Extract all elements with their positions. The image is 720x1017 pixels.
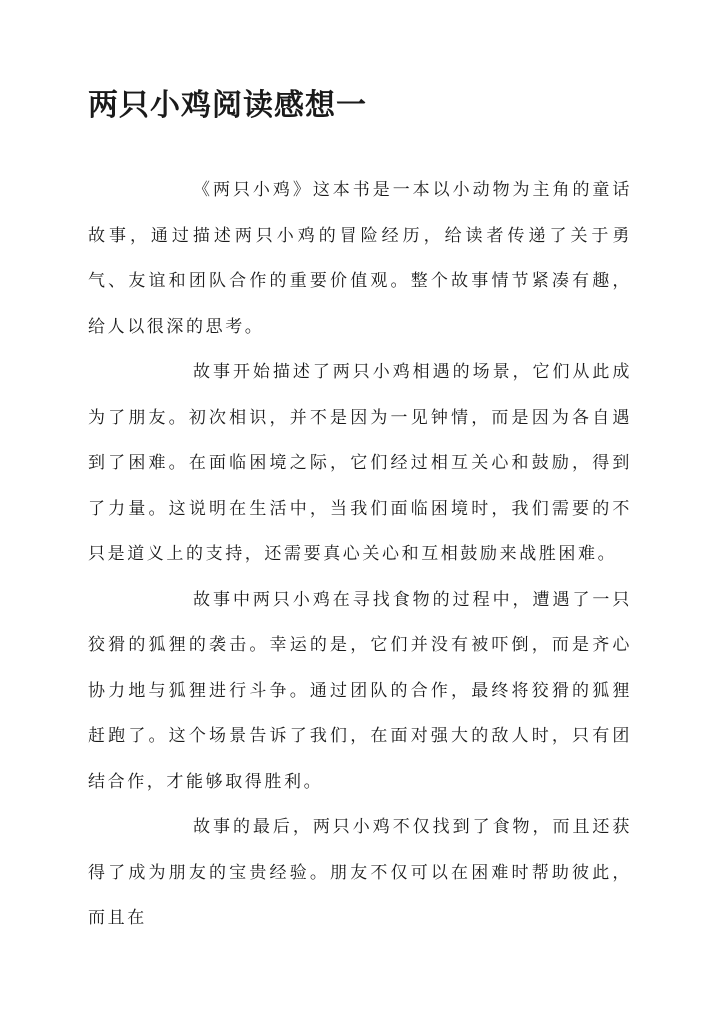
- paragraph-3: 故事中两只小鸡在寻找食物的过程中，遭遇了一只狡猾的狐狸的袭击。幸运的是，它们并没有被吓倒，而是齐心协力地与狐狸进行斗争。通过团队的合作，最终将狡猾的狐狸赶跑了。这个场景告诉了我们，在面对强大的敌人时，只有团结合作，才能够取得胜利。: [88, 589, 632, 792]
- document-body: [88, 168, 632, 942]
- paragraph-2: 故事开始描述了两只小鸡相遇的场景，它们从此成为了朋友。初次相识，并不是因为一见钟情，而是因为各自遇到了困难。在面临困境之际，它们经过相互关心和鼓励，得到了力量。这说明在生活中，当我们面临困境时，我们需要的不只是道义上的支持，还需要真心关心和互相鼓励来战胜困难。: [88, 362, 632, 564]
- paragraph-1: 《两只小鸡》这本书是一本以小动物为主角的童话故事，通过描述两只小鸡的冒险经历，给读者传递了关于勇气、友谊和团队合作的重要价值观。整个故事情节紧凑有趣，给人以很深的思考。: [88, 180, 632, 337]
- paragraph-4: 故事的最后，两只小鸡不仅找到了食物，而且还获得了成为朋友的宝贵经验。朋友不仅可以在困难时帮助彼此，而且在: [88, 817, 632, 928]
- document-title: 两只小鸡阅读感想一: [88, 88, 367, 123]
